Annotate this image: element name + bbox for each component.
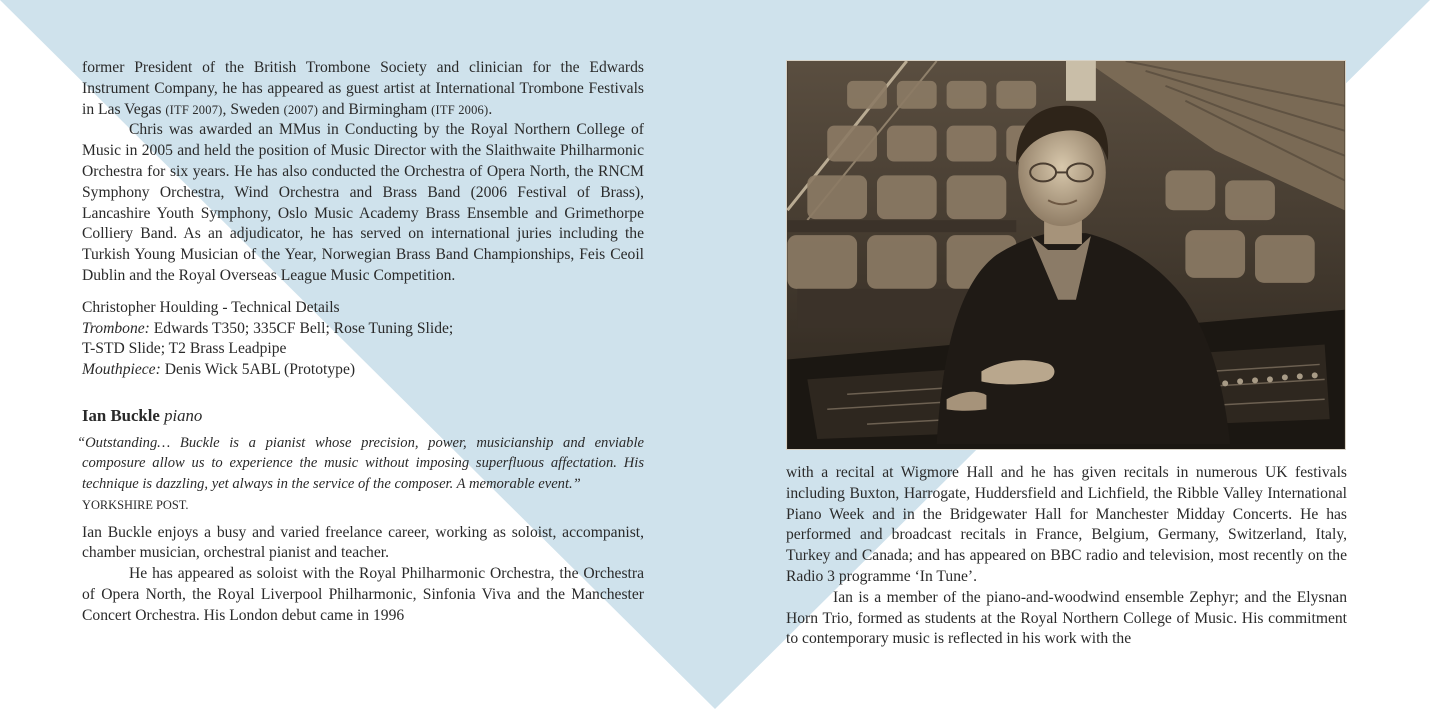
- technical-details: [82, 298, 644, 381]
- trombone-line: [82, 319, 644, 340]
- trombone-value: Edwards T350; 335CF Bell; Rose Tuning Slide;: [149, 319, 454, 337]
- artist-paragraph-1: Ian Buckle enjoys a busy and varied freelance career, working as soloist, accompanist, chamber musician, orchestral pianist and teacher.: [82, 523, 644, 562]
- right-paragraph-2: Ian is a member of the piano-and-woodwind ensemble Zephyr; and the Elysnan Horn Trio, formed as students at the Royal Northern College of Music. His commitment to contemporary music is reflected in his work with the: [786, 588, 1347, 648]
- itf-2007: (ITF 2007): [165, 102, 223, 117]
- left-text-column: [77, 58, 644, 627]
- bio-text-mid2: and Birmingham: [318, 100, 432, 118]
- itf-2006: (ITF 2006): [431, 102, 489, 117]
- artist-heading: [82, 406, 644, 427]
- artist-photo: [786, 60, 1346, 450]
- mouthpiece-line: [82, 360, 644, 381]
- photo-illustration: [787, 61, 1345, 449]
- right-paragraph-1: with a recital at Wigmore Hall and he has given recitals in numerous UK festivals including Buxton, Harrogate, Huddersfield and Lichfield, the Ribble Valley International Piano Week and in the Bridgewater Hall for Manchester Midday Concerts. He has performed and broadcast recitals in France, Belgium, Germany, Switzerland, Italy, Turkey and Canada; and has appeared on BBC radio and television, most recently on the Radio 3 programme ‘In Tune’.: [786, 464, 1347, 585]
- trombone-label: Trombone:: [82, 319, 150, 337]
- trombone-line-cont: T-STD Slide; T2 Brass Leadpipe: [82, 340, 287, 358]
- bio-text-mid: , Sweden: [222, 100, 284, 118]
- mouthpiece-value: Denis Wick 5ABL (Prototype): [160, 361, 356, 379]
- bio-paragraph-1: [82, 58, 644, 120]
- right-text-column: [786, 463, 1347, 650]
- bio-paragraph-2: Chris was awarded an MMus in Conducting by the Royal Northern College of Music in 2005 and held the position of Music Director with the Slaithwaite Philharmonic Orchestra for six years. He has also conducted the Orchestra of Opera North, the RNCM Symphony Orchestra, Wind Orchestra and Brass Band (2006 Festival of Brass), Lancashire Youth Symphony, Oslo Music Academy Brass Ensemble and Grimethorpe Colliery Band. As an adjudicator, he has served on international juries including the Turkish Young Musician of the Year, Norwegian Brass Band Championships, Feis Ceoil Dublin and the Royal Overseas League Music Competition.: [82, 121, 644, 284]
- mouthpiece-label: Mouthpiece:: [82, 361, 161, 379]
- quote-source: YORKSHIRE POST.: [82, 497, 189, 512]
- press-quote: “Outstanding… Buckle is a pianist whose precision, power, musicianship and enviable composure allow us to experience the music without imposing superfluous affectation. His technique is dazzling, yet always in the service of the composer. A memorable event.”: [77, 434, 644, 492]
- artist-instrument: piano: [159, 405, 203, 425]
- artist-paragraph-2: He has appeared as soloist with the Royal Philharmonic Orchestra, the Orchestra of Opera North, the Royal Liverpool Philharmonic, Sinfonia Viva and the Manchester Concert Orchestra. His London debut came in 1996: [82, 565, 644, 624]
- bio-text-end: .: [488, 100, 493, 118]
- sweden-year: (2007): [283, 102, 319, 117]
- artist-name: Ian Buckle: [82, 405, 160, 425]
- bio-text: former President of the British Trombone Society and clinician for the Edwards Instrument Company, he has appeared as guest artist at International Trombone Festivals in Las Vegas: [82, 59, 644, 118]
- technical-details-heading: Christopher Houlding - Technical Details: [82, 298, 340, 316]
